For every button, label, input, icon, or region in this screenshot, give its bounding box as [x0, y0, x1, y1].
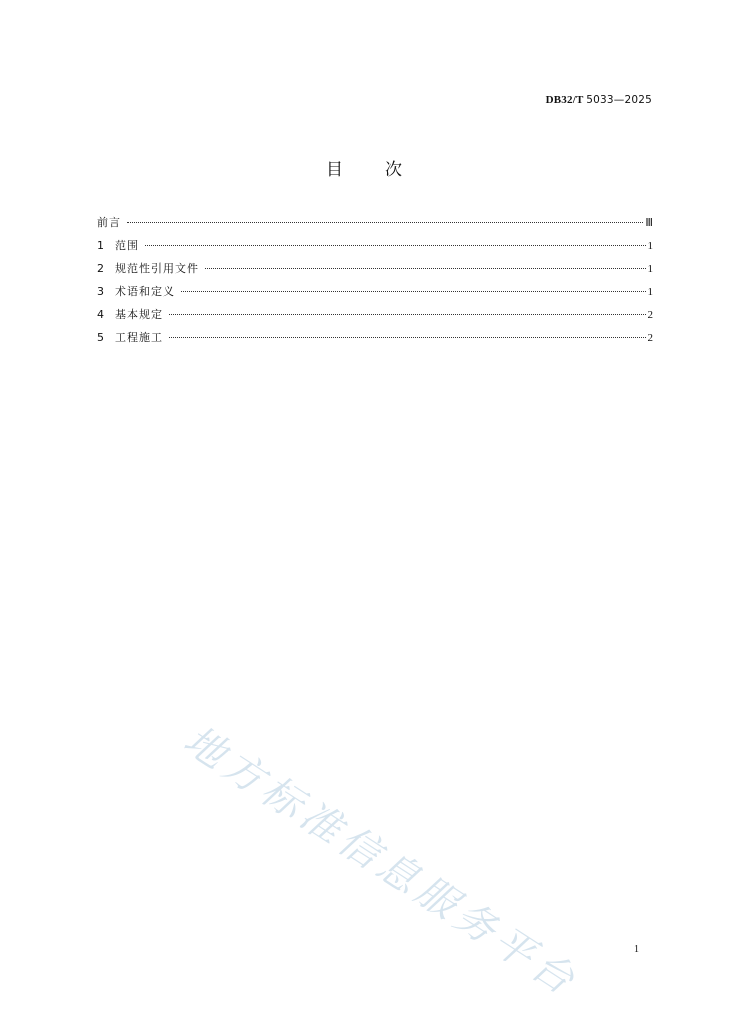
toc-entry-foreword[interactable] [97, 214, 653, 237]
toc-entry-terms-definitions[interactable] [97, 283, 653, 306]
toc-leader-dots [169, 337, 646, 338]
table-of-contents [97, 214, 653, 352]
toc-entry-scope[interactable] [97, 237, 653, 260]
toc-entry-page: 1 [647, 263, 653, 275]
page-number: 1 [634, 944, 639, 955]
toc-entry-page: 2 [647, 309, 653, 321]
toc-entry-label: 范围 [115, 239, 139, 252]
toc-leader-dots [169, 314, 646, 315]
toc-entry-basic-provisions[interactable] [97, 306, 653, 329]
toc-leader-dots [205, 268, 646, 269]
standard-code-number: 5033—2025 [586, 94, 652, 106]
toc-entry-number: 1 [97, 239, 104, 252]
toc-entry-label: 术语和定义 [115, 285, 175, 298]
toc-entry-number: 3 [97, 285, 104, 298]
toc-entry-label: 工程施工 [115, 331, 163, 344]
title-char-left: 目 [326, 160, 345, 180]
toc-entry-label: 基本规定 [115, 308, 163, 321]
toc-leader-dots [181, 291, 646, 292]
toc-entry-page: 1 [647, 286, 653, 298]
toc-entry-page: 2 [647, 332, 653, 344]
title-char-right: 次 [385, 160, 404, 180]
toc-entry-label: 前言 [97, 216, 121, 229]
toc-entry-normative-references[interactable] [97, 260, 653, 283]
page-title [0, 155, 730, 180]
toc-entry-number: 5 [97, 331, 104, 344]
toc-leader-dots [127, 222, 643, 223]
toc-entry-number: 2 [97, 262, 104, 275]
toc-entry-construction[interactable] [97, 329, 653, 352]
toc-leader-dots [145, 245, 646, 246]
toc-entry-page: 1 [647, 240, 653, 252]
watermark: 地方标准信息服务平台 [175, 717, 587, 1007]
toc-entry-number: 4 [97, 308, 104, 321]
standard-code [546, 94, 652, 106]
toc-entry-page: Ⅲ [645, 217, 653, 229]
toc-entry-label: 规范性引用文件 [115, 262, 199, 275]
standard-code-prefix: DB32/T [545, 94, 584, 106]
